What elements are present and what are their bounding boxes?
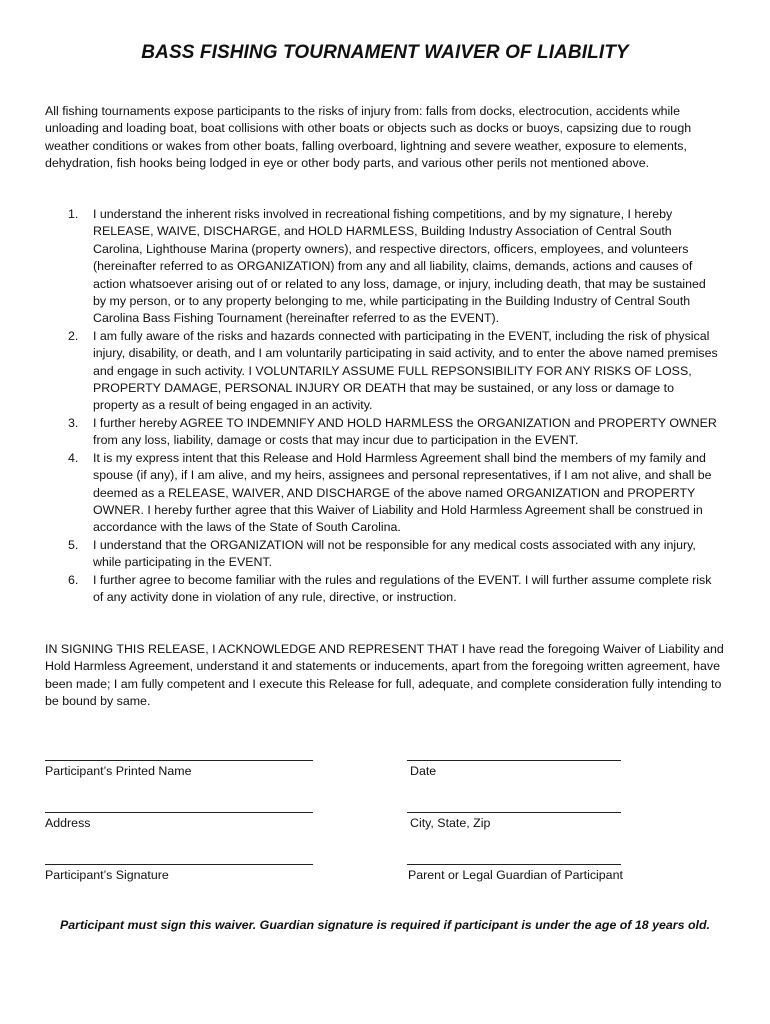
printed-name-label: Participant’s Printed Name	[45, 764, 192, 778]
term-text: I further hereby AGREE TO INDEMNIFY AND HOLD HARMLESS the ORGANIZATION and PROPERTY OWNER from any loss, liability, damage or costs that may incur due to participation in the EVENT.	[93, 415, 717, 448]
term-item-2	[45, 328, 721, 415]
term-item-1	[45, 206, 721, 328]
term-item-6	[45, 572, 721, 607]
signature-label: Participant’s Signature	[45, 868, 169, 882]
term-item-3	[45, 415, 721, 450]
terms-list	[45, 206, 721, 606]
guardian-label: Parent or Legal Guardian of Participant	[408, 868, 623, 882]
term-text: I am fully aware of the risks and hazards connected with participating in the EVENT, including the risk of physical injury, disability, or death, and I am voluntarily participating in said activity, and to enter the above named premises and engage in such activity. I VOLUNTARILY ASSUME FULL REPSONSIBILITY FOR ANY RISKS OF LOSS, PROPERTY DAMAGE, PERSONAL INJURY OR DEATH that may be sustained, or any loss or damage to property as a result of being engaged in an activity.	[93, 328, 718, 413]
term-number: 1.	[68, 207, 79, 221]
term-text: I further agree to become familiar with the rules and regulations of the EVENT. I will further assume complete risk of any activity done in violation of any rule, directive, or instruction.	[93, 572, 712, 604]
guardian-signature-line[interactable]	[407, 864, 621, 865]
printed-name-line[interactable]	[45, 760, 313, 761]
term-number: 5.	[68, 537, 79, 552]
term-number: 4.	[68, 450, 79, 465]
date-line[interactable]	[407, 760, 621, 761]
term-item-4	[45, 450, 721, 537]
acknowledgement-paragraph: IN SIGNING THIS RELEASE, I ACKNOWLEDGE AND REPRESENT THAT I have read the foregoing Waiver of Liability and Hold Harmless Agreement, understand it and statements or inducements, apart from the foregoing written agreement, have been made; I am fully competent and I execute this Release for full, adequate, and complete consideration fully intending to be bound by same.	[45, 642, 724, 709]
term-text: It is my express intent that this Release and Hold Harmless Agreement shall bind the members of my family and spouse (if any), if I am alive, and my heirs, assignees and personal representatives, if I am not alive, and shall be deemed as a RELEASE, WAIVER, AND DISCHARGE of the above named ORGANIZATION and PROPERTY OWNER. I hereby further agree that this Waiver of Liability and Hold Harmless Agreement shall be construed in accordance with the laws of the State of South Carolina.	[93, 450, 712, 535]
term-text: I understand the inherent risks involved in recreational fishing competitions, and by my signature, I hereby RELEASE, WAIVE, DISCHARGE, and HOLD HARMLESS, Building Industry Association of Central South Carolina, Lighthouse Marina (property owners), and respective directors, officers, employees, and volunteers (hereinafter referred to as ORGANIZATION) from any and all liability, claims, demands, actions and causes of action whatsoever arising out of or related to any loss, damage, or injury, including death, that may be sustained by my person, or to any property belonging to me, while participating in the Building Industry of Central South Carolina Bass Fishing Tournament (hereinafter referred to as the EVENT).	[93, 207, 706, 326]
address-label: Address	[45, 816, 91, 830]
signature-line[interactable]	[45, 864, 313, 865]
date-label: Date	[410, 764, 437, 778]
term-text: I understand that the ORGANIZATION will not be responsible for any medical costs associated with any injury, while participating in the EVENT.	[93, 537, 696, 570]
term-number: 6.	[68, 572, 79, 587]
city-state-zip-line[interactable]	[407, 812, 621, 813]
term-number: 3.	[68, 415, 79, 430]
term-number: 2.	[68, 328, 79, 343]
city-state-zip-label: City, State, Zip	[410, 816, 491, 830]
footer-note: Participant must sign this waiver. Guardian signature is required if participant is under the age of 18 years old.	[60, 918, 710, 932]
intro-paragraph: All fishing tournaments expose participants to the risks of injury from: falls from docks, electrocution, accidents while unloading and loading boat, boat collisions with other boats or objects such as docks or buoys, capsizing due to rough weather conditions or wakes from other boats, falling overboard, lightning and severe weather, exposure to elements, dehydration, fish hooks being lodged in eye or other body parts, and various other perils not mentioned above.	[45, 104, 692, 171]
document-title: BASS FISHING TOURNAMENT WAIVER OF LIABILITY	[141, 42, 629, 63]
address-line[interactable]	[45, 812, 313, 813]
term-item-5	[45, 537, 721, 572]
